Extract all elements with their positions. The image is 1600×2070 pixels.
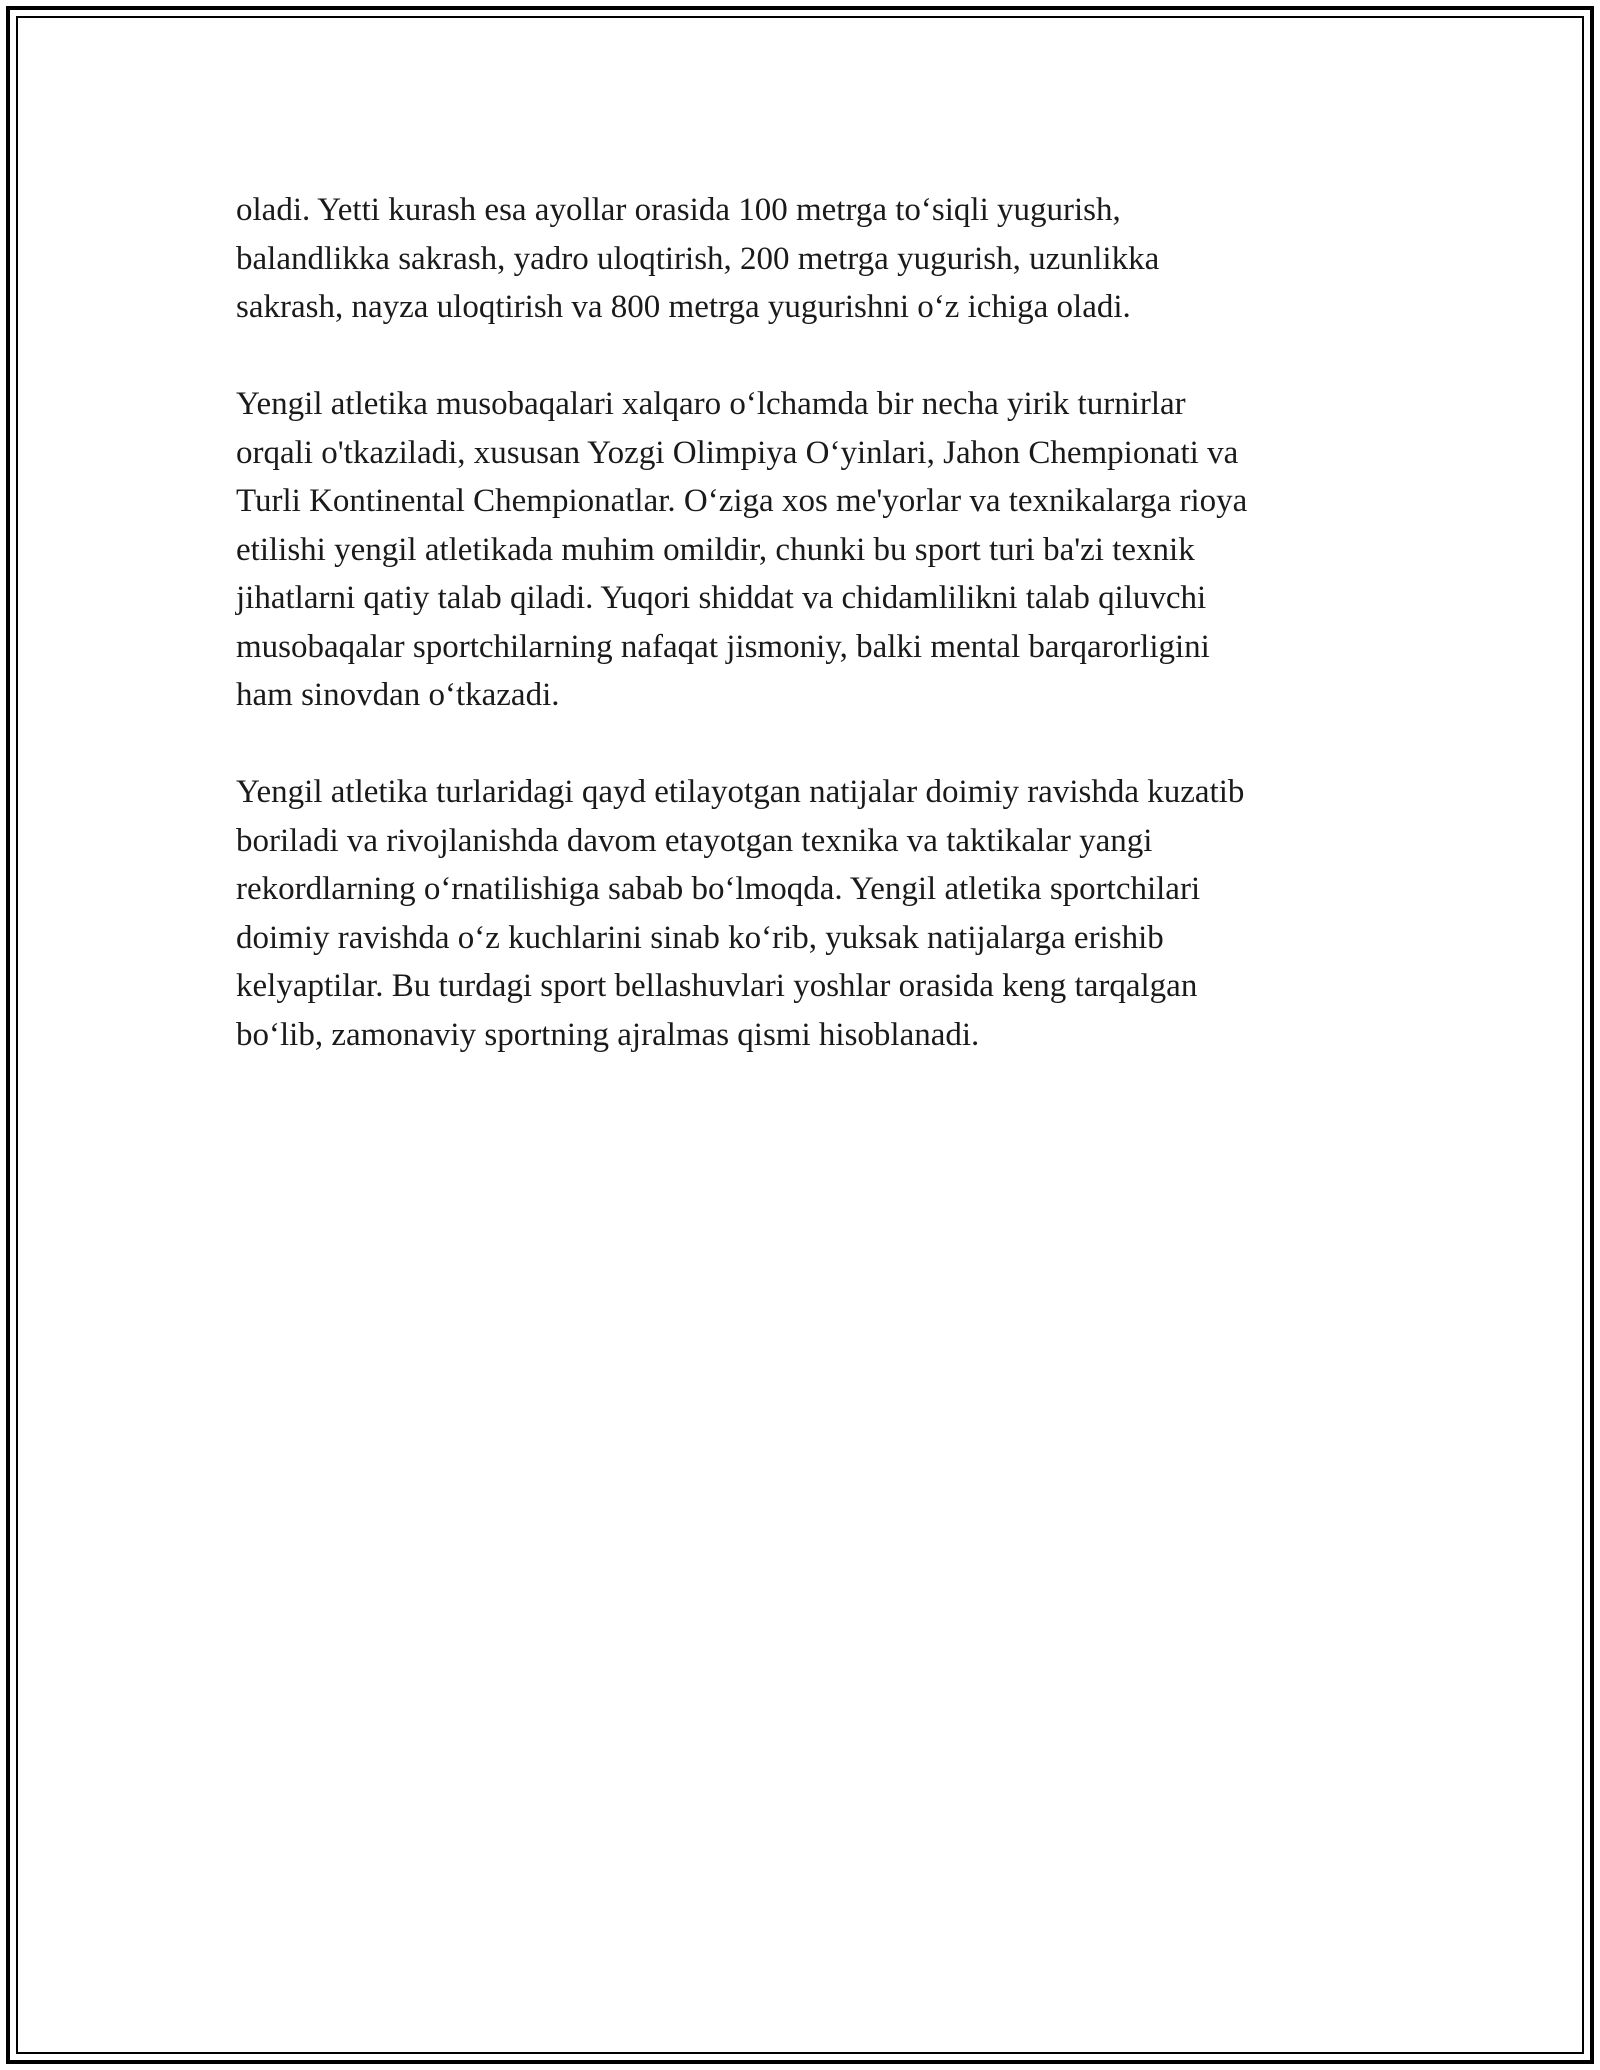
text-line: etilishi yengil atletikada muhim omildir, chunki bu sport turi ba'zi texnik: [236, 531, 1195, 568]
text-line: musobaqalar sportchilarning nafaqat jismoniy, balki mental barqarorligini: [236, 628, 1210, 665]
text-line: jihatlarni qatiy talab qiladi. Yuqori shiddat va chidamlilikni talab qiluvchi: [236, 580, 1207, 616]
text-line: doimiy ravishda o‘z kuchlarini sinab ko‘rib, yuksak natijalarga erishib: [236, 919, 1164, 956]
text-line: oladi. Yetti kurash esa ayollar orasida 100 metrga to‘siqli yugurish,: [236, 192, 1121, 228]
text-line: orqali o'tkaziladi, xususan Yozgi Olimpiya O‘yinlari, Jahon Chempionati va: [236, 434, 1239, 471]
text-line: balandlikka sakrash, yadro uloqtirish, 200 metrga yugurish, uzunlikka: [236, 240, 1160, 277]
text-line: Turli Kontinental Chempionatlar. O‘ziga xos me'yorlar va texnikalarga rioya: [236, 483, 1248, 519]
text-line: ham sinovdan o‘tkazadi.: [236, 677, 560, 713]
text-line: Yengil atletika musobaqalari xalqaro o‘lchamda bir necha yirik turnirlar: [236, 386, 1186, 422]
text-line: kelyaptilar. Bu turdagi sport bellashuvlari yoshlar orasida keng tarqalgan: [236, 968, 1198, 1004]
text-line: Yengil atletika turlaridagi qayd etilayotgan natijalar doimiy ravishda kuzatib: [236, 774, 1245, 810]
text-line: bo‘lib, zamonaviy sportning ajralmas qismi hisoblanadi.: [236, 1016, 980, 1053]
paragraph: [236, 380, 1376, 720]
text-line: rekordlarning o‘rnatilishiga sabab bo‘lmoqda. Yengil atletika sportchilari: [236, 871, 1201, 907]
document-body: [236, 186, 1376, 1108]
paragraph: [236, 186, 1376, 332]
text-line: sakrash, nayza uloqtirish va 800 metrga yugurishni o‘z ichiga oladi.: [236, 289, 1131, 325]
text-line: boriladi va rivojlanishda davom etayotgan texnika va taktikalar yangi: [236, 822, 1153, 859]
paragraph: [236, 768, 1376, 1059]
